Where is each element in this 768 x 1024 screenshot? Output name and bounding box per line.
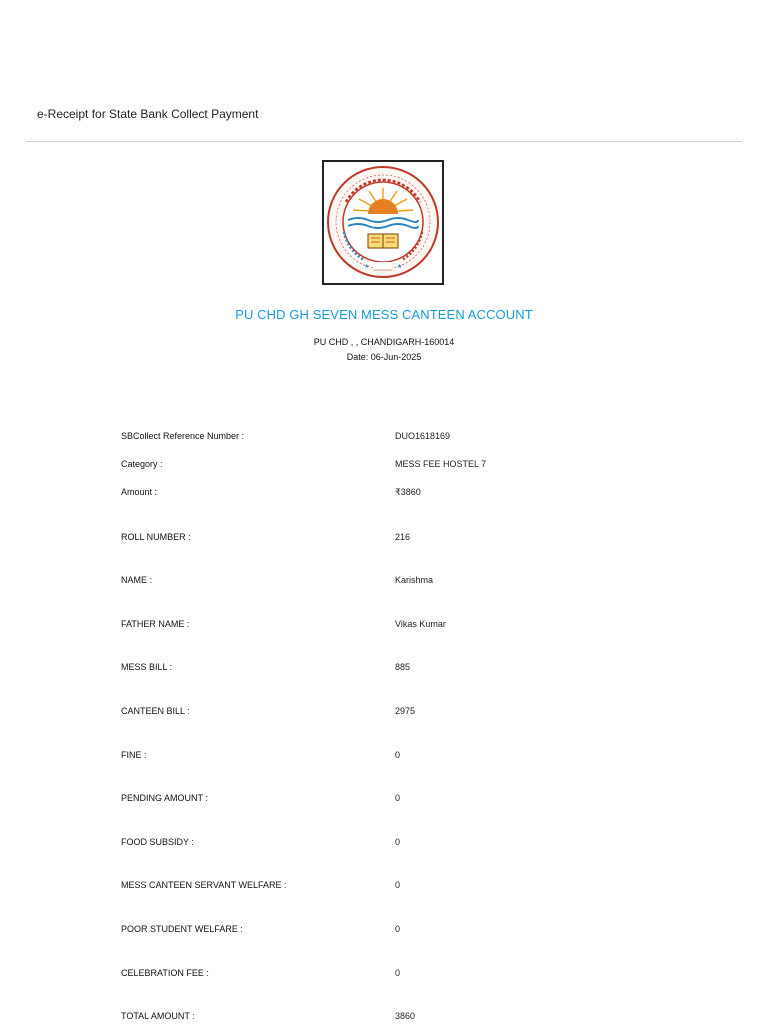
field-value-canteen-bill: 2975 (395, 706, 416, 716)
field-value-fine: 0 (395, 750, 401, 760)
field-label-roll-number: ROLL NUMBER : (121, 532, 191, 542)
field-value-mess-bill: 885 (395, 662, 411, 672)
organization-name: PU CHD GH SEVEN MESS CANTEEN ACCOUNT (235, 307, 533, 322)
field-label-food-subsidy: FOOD SUBSIDY : (121, 837, 194, 847)
field-value-father-name: Vikas Kumar (395, 619, 446, 629)
field-value-reference-number: DUO1618169 (395, 431, 451, 441)
field-value-amount: ₹3860 (395, 487, 421, 497)
field-value-roll-number: 216 (395, 532, 411, 542)
field-label-poor-student-welfare: POOR STUDENT WELFARE : (121, 924, 243, 934)
field-label-name: NAME : (121, 575, 153, 585)
field-value-name: Karishma (395, 575, 434, 585)
organization-address: PU CHD , , CHANDIGARH-160014 (313, 337, 455, 347)
field-label-father-name: FATHER NAME : (121, 619, 190, 629)
header-divider (26, 141, 742, 142)
svg-text:★: ★ (364, 263, 370, 270)
field-value-pending-amount: 0 (395, 793, 401, 803)
page-title: e-Receipt for State Bank Collect Payment (37, 107, 259, 121)
receipt-date: Date: 06-Jun-2025 (346, 352, 422, 362)
field-label-servant-welfare: MESS CANTEEN SERVANT WELFARE : (121, 880, 287, 890)
field-label-category: Category : (121, 459, 163, 469)
field-value-poor-student-welfare: 0 (395, 924, 401, 934)
field-value-celebration-fee: 0 (395, 968, 401, 978)
field-value-category: MESS FEE HOSTEL 7 (395, 459, 487, 469)
field-value-food-subsidy: 0 (395, 837, 401, 847)
field-value-servant-welfare: 0 (395, 880, 401, 890)
panjab-university-seal-icon (324, 162, 442, 283)
field-label-reference-number: SBCollect Reference Number : (121, 431, 245, 441)
field-label-amount: Amount : (121, 487, 158, 497)
field-label-fine: FINE : (121, 750, 147, 760)
field-label-mess-bill: MESS BILL : (121, 662, 173, 672)
field-label-total-amount: TOTAL AMOUNT : (121, 1011, 195, 1021)
field-label-canteen-bill: CANTEEN BILL : (121, 706, 190, 716)
field-label-pending-amount: PENDING AMOUNT : (121, 793, 208, 803)
university-logo (322, 160, 444, 285)
field-value-total-amount: 3860 (395, 1011, 416, 1021)
svg-text:★: ★ (397, 263, 403, 270)
field-label-celebration-fee: CELEBRATION FEE : (121, 968, 209, 978)
